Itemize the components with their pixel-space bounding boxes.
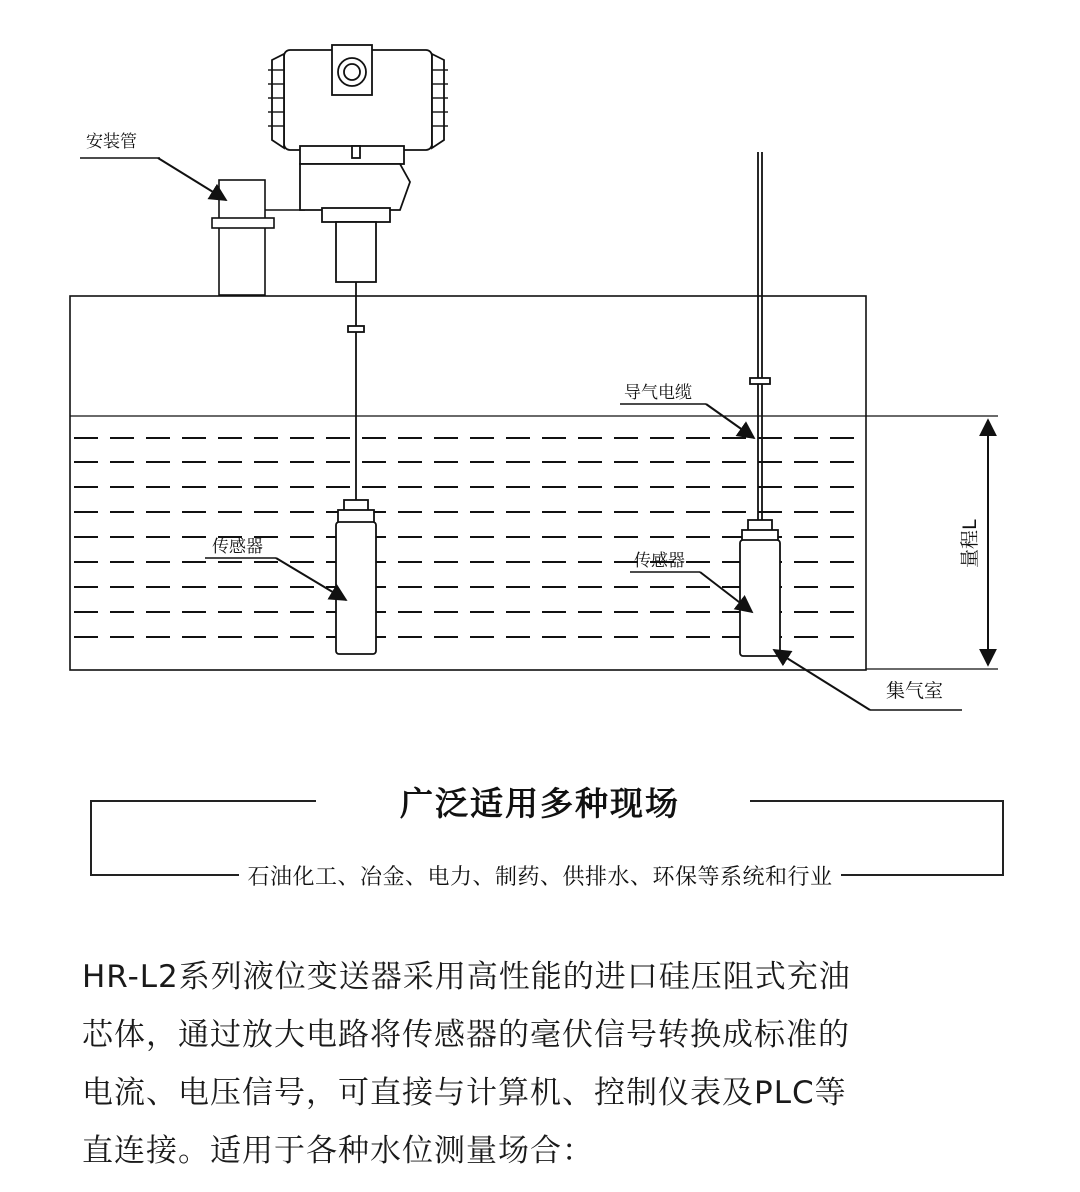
sensor-left [336, 500, 376, 654]
description-line: 芯体，通过放大电路将传感器的毫伏信号转换成标准的 [82, 1017, 850, 1053]
banner-subtitle-wrap [0, 860, 1080, 891]
sensor-left-label: 传感器 [212, 537, 263, 557]
description-line: HR-L2系列液位变送器采用高性能的进口硅压阻式充油 [82, 959, 851, 995]
sensor-right [740, 520, 780, 656]
sensor-right-label: 传感器 [634, 551, 685, 571]
range-label: 量程L [959, 519, 981, 568]
air-cable-arrow [706, 404, 754, 438]
application-banner [0, 760, 1080, 900]
transmitter-head [268, 45, 448, 500]
air-chamber-arrow [774, 650, 870, 710]
description-line: 直连接。适用于各种水位测量场合： [82, 1133, 594, 1169]
description-line: 电流、电压信号，可直接与计算机、控制仪表及PLC等 [82, 1075, 847, 1111]
install-pipe-arrow [158, 158, 226, 200]
install-pipe [212, 180, 305, 295]
banner-title: 广泛适用多种现场 [400, 784, 680, 823]
install-pipe-label: 安装管 [86, 132, 137, 152]
banner-subtitle: 石油化工、冶金、电力、制药、供排水、环保等系统和行业 [239, 865, 840, 890]
air-chamber-label: 集气室 [886, 680, 944, 702]
air-cable-label: 导气电缆 [624, 383, 692, 403]
product-description [82, 948, 1012, 1180]
air-cable [750, 152, 770, 520]
